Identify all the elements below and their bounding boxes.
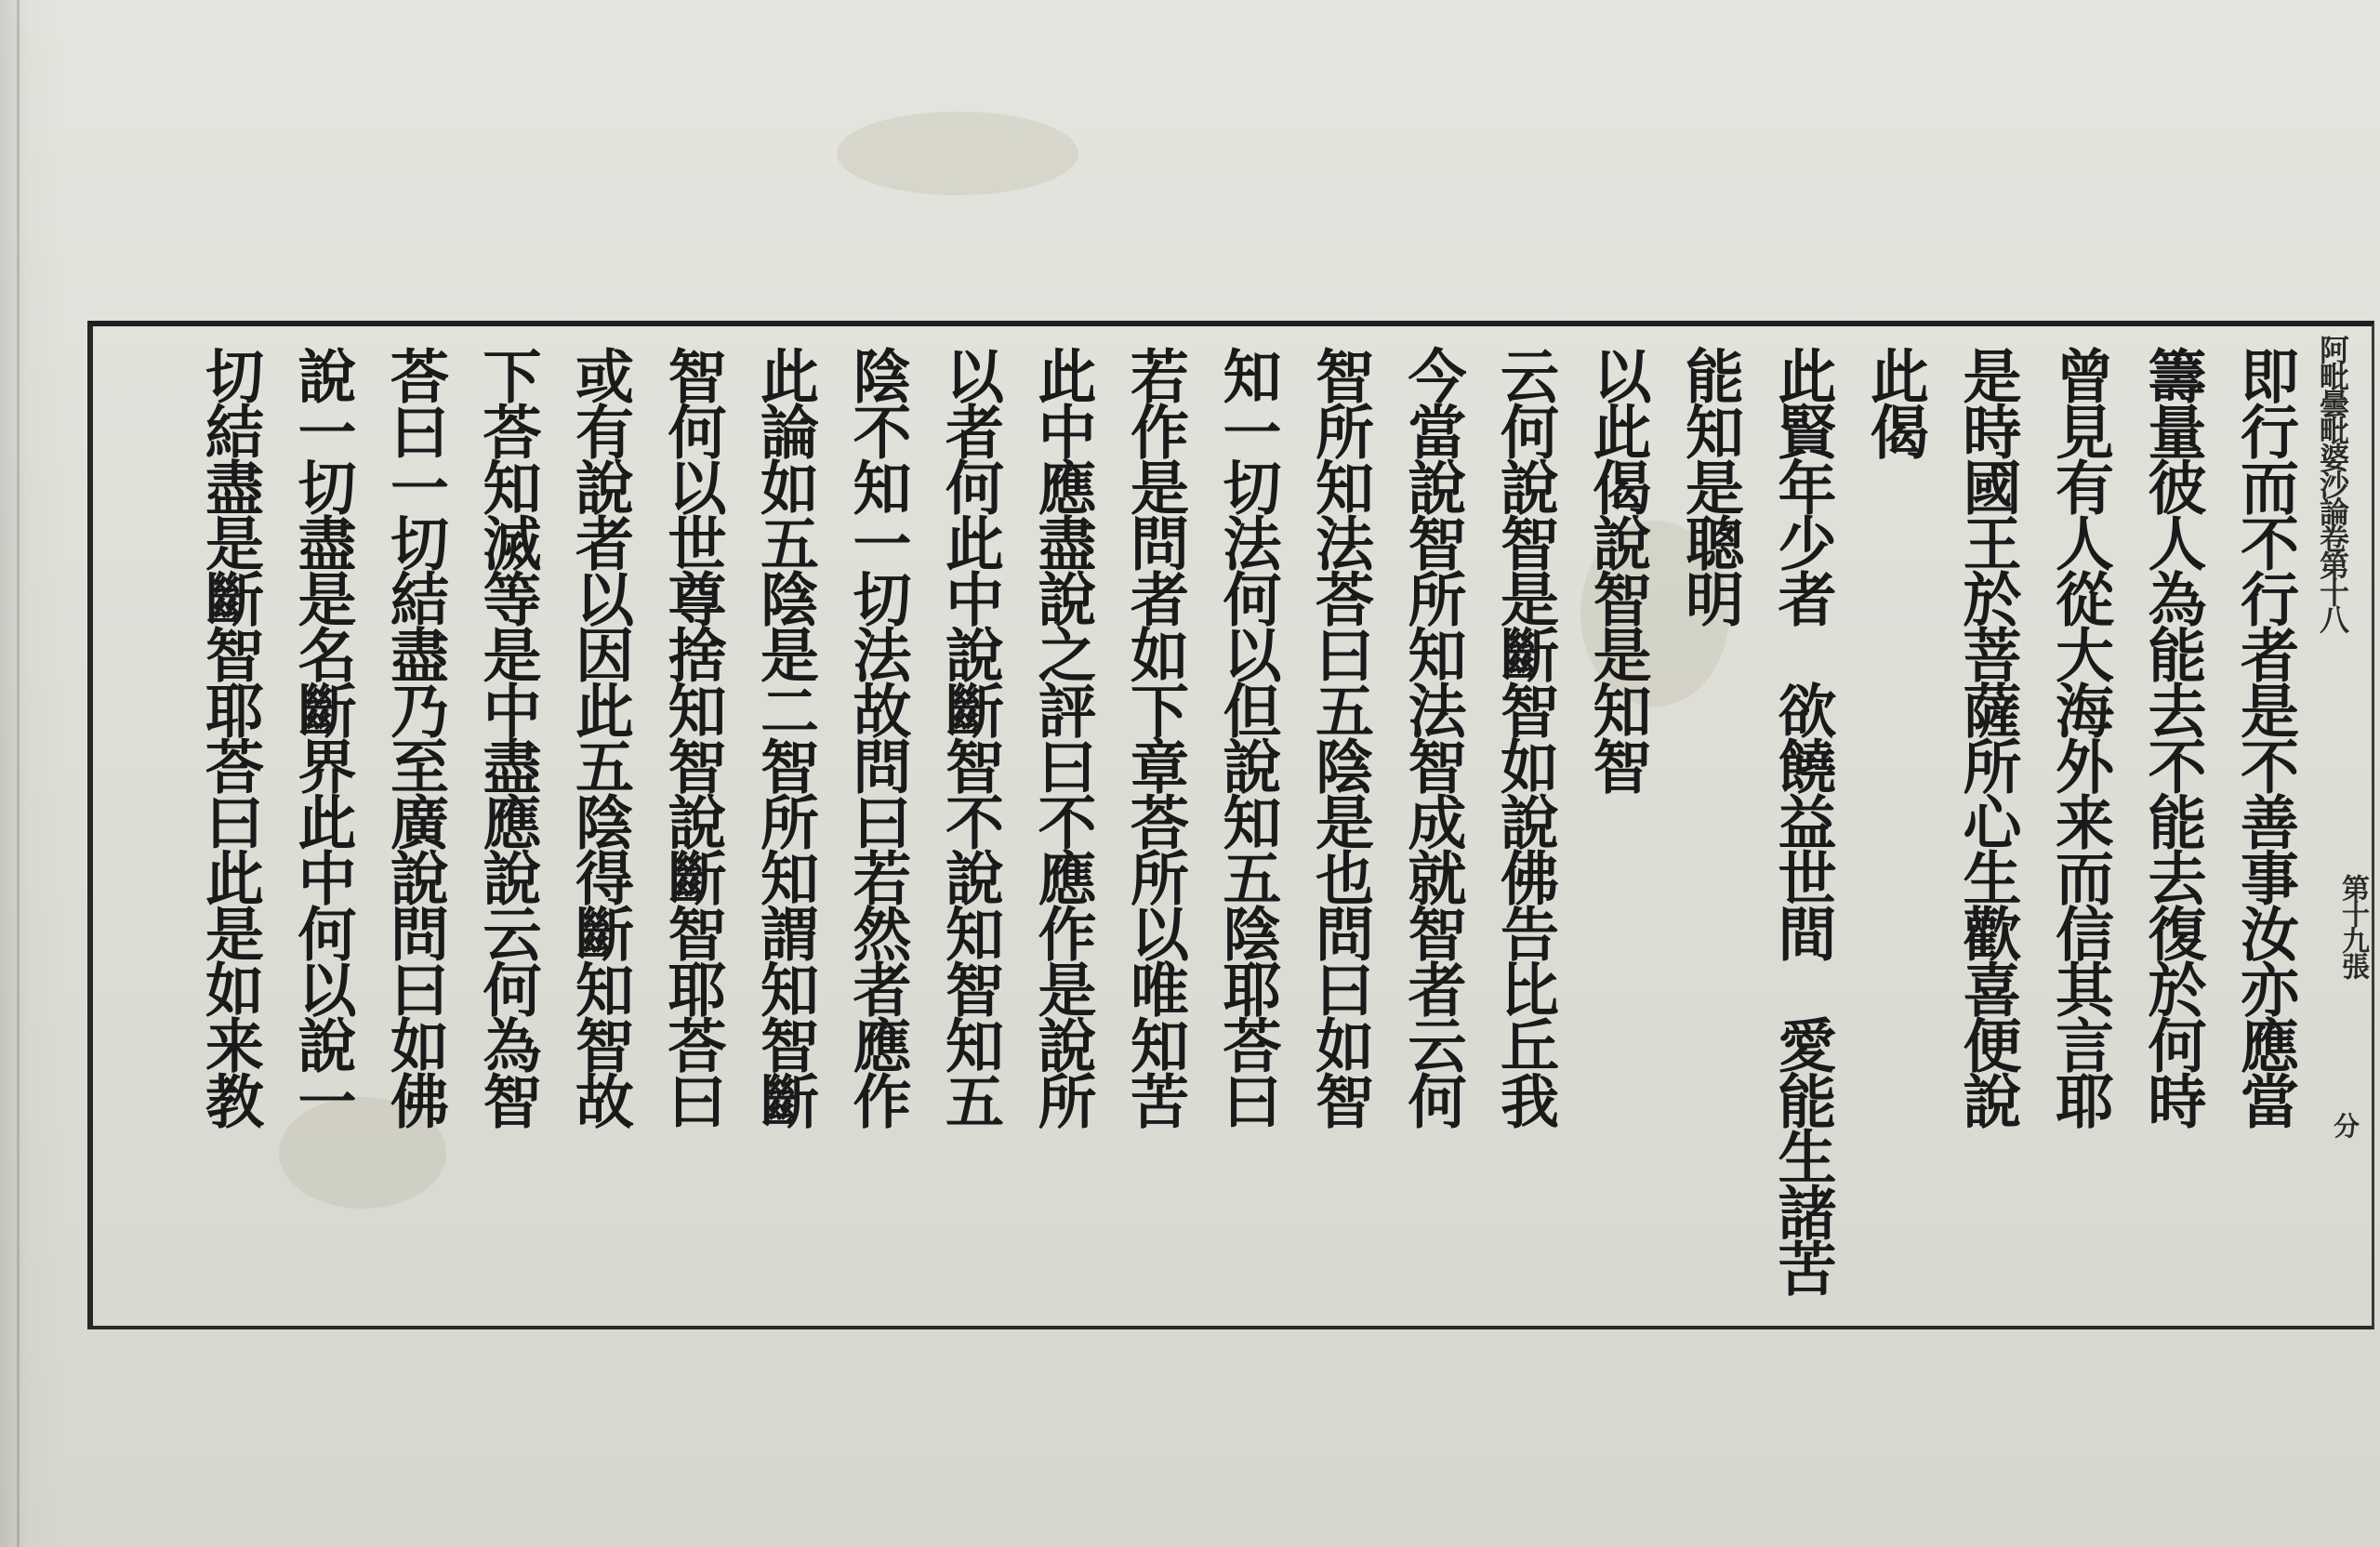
text-column: 此偈	[1861, 346, 1930, 457]
text-column: 以者何此中說斷智不說知智知五	[936, 346, 1005, 1127]
text-column: 以此偈說智是知智	[1583, 346, 1653, 792]
text-column: 說一切盡是名斷界此中何以說一	[288, 346, 358, 1127]
text-column: 智何以世尊捨知智說斷智耶荅曰	[658, 346, 728, 1127]
text-column: 下荅知滅等是中盡應說云何為智	[473, 346, 543, 1127]
text-column: 能知是聰明	[1676, 346, 1745, 625]
text-column: 知一切法何以但說知五陰耶荅曰	[1213, 346, 1283, 1127]
text-column: 切結盡是斷智耶荅曰此是如来教	[196, 346, 265, 1127]
text-column: 此論如五陰是二智所知謂知智斷	[751, 346, 820, 1127]
text-column: 或有說者以因此五陰得斷知智故	[566, 346, 635, 1127]
text-column: 是時國王於菩薩所心生歡喜便說	[1953, 346, 2023, 1127]
text-column: 此賢年少者 欲饒益世間 愛能生諸苦	[1768, 346, 1838, 1294]
text-column: 即行而不行者是不善事汝亦應當	[2231, 346, 2300, 1127]
text-column: 曾見有人從大海外来而信其言耶	[2046, 346, 2115, 1127]
leaf-number: 第十九張	[2336, 874, 2369, 978]
text-column: 今當說智所知法智成就智者云何	[1398, 346, 1468, 1127]
text-column: 智所知法荅曰五陰是也問曰如智	[1306, 346, 1375, 1127]
text-column: 籌量彼人為能去不能去復於何時	[2138, 346, 2208, 1127]
binding-fold	[17, 0, 20, 1547]
paper-stain	[837, 112, 1078, 195]
margin-fen-mark: 分	[2334, 1111, 2360, 1142]
text-column: 若作是問者如下章荅所以唯知苦	[1121, 346, 1190, 1127]
text-column: 云何說智是斷智如說佛告比丘我	[1491, 346, 1560, 1127]
text-column: 荅曰一切結盡乃至廣說問曰如佛	[381, 346, 450, 1127]
margin-title: 阿毗曇毗婆沙論卷第十八	[2315, 335, 2350, 631]
text-column: 此中應盡說之評曰不應作是說所	[1028, 346, 1098, 1127]
text-column: 陰不知一切法故問曰若然者應作	[843, 346, 913, 1127]
